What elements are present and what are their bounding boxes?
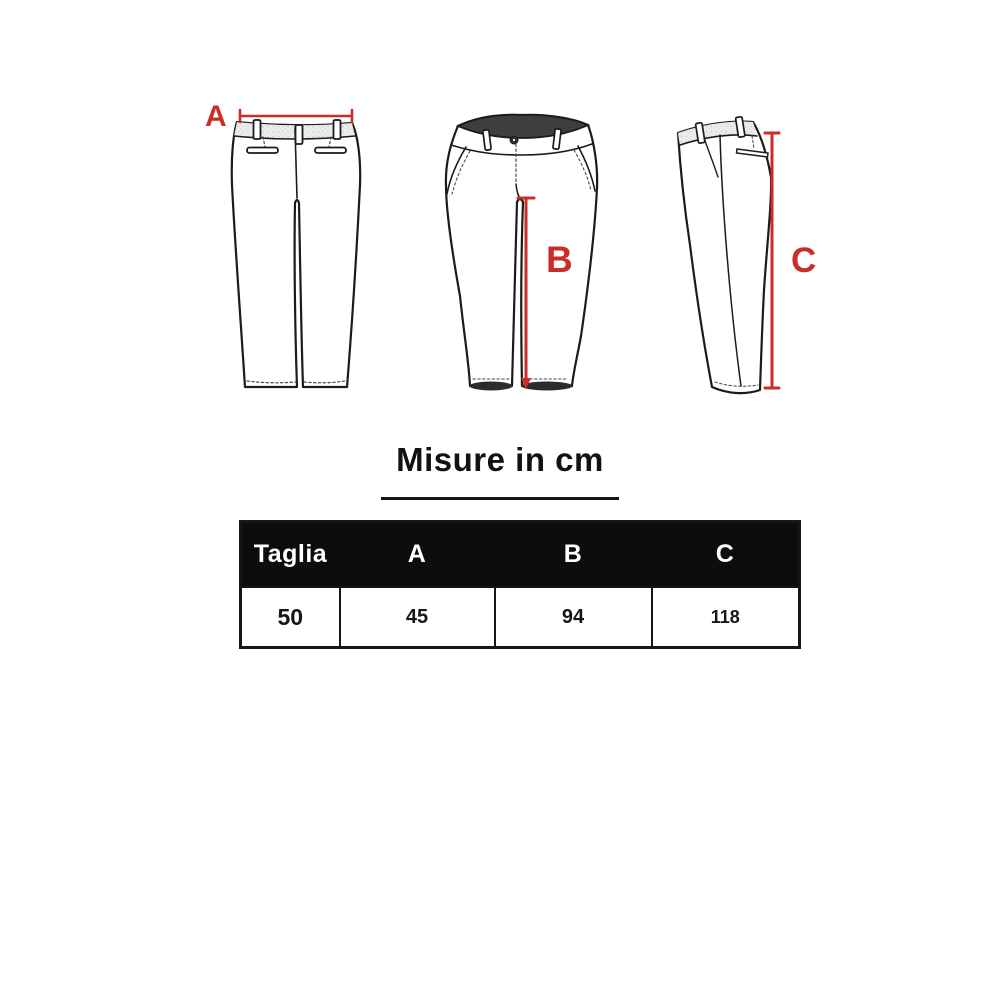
size-table-body — [241, 587, 800, 648]
header-cell-c: C — [652, 522, 800, 588]
size-table — [239, 520, 801, 649]
title-underline — [381, 497, 619, 500]
measure-label-a: A — [205, 100, 227, 133]
cell-taglia-value: 50 — [241, 587, 340, 648]
back-pocket-welt — [247, 148, 278, 154]
back-pocket-welt — [315, 148, 346, 154]
size-table-header — [241, 522, 800, 588]
size-table-row — [241, 587, 800, 648]
size-table-header-row — [241, 522, 800, 588]
belt-loop — [334, 120, 341, 139]
header-cell-taglia: Taglia — [241, 522, 340, 588]
measure-label-b: B — [546, 239, 573, 280]
cell-b-value: 94 — [495, 587, 652, 648]
cell-a-value: 45 — [340, 587, 495, 648]
pants-side-outline — [678, 122, 771, 394]
header-cell-b: B — [495, 522, 652, 588]
waist-button-hole — [513, 139, 515, 141]
belt-loop — [483, 130, 491, 151]
hem-cuff-dark — [470, 382, 513, 391]
belt-loop — [254, 120, 261, 139]
belt-loop — [296, 125, 303, 144]
page-title: Misure in cm — [396, 441, 604, 478]
measure-label-c: C — [791, 241, 817, 280]
header-cell-a: A — [340, 522, 495, 588]
hem-cuff-dark — [522, 382, 573, 391]
pants-side-view-figure — [660, 105, 830, 405]
pants-back-view-figure — [197, 85, 377, 405]
belt-loop — [553, 129, 561, 150]
pants-front-view-figure — [432, 96, 602, 406]
cell-c-value: 118 — [652, 587, 800, 648]
